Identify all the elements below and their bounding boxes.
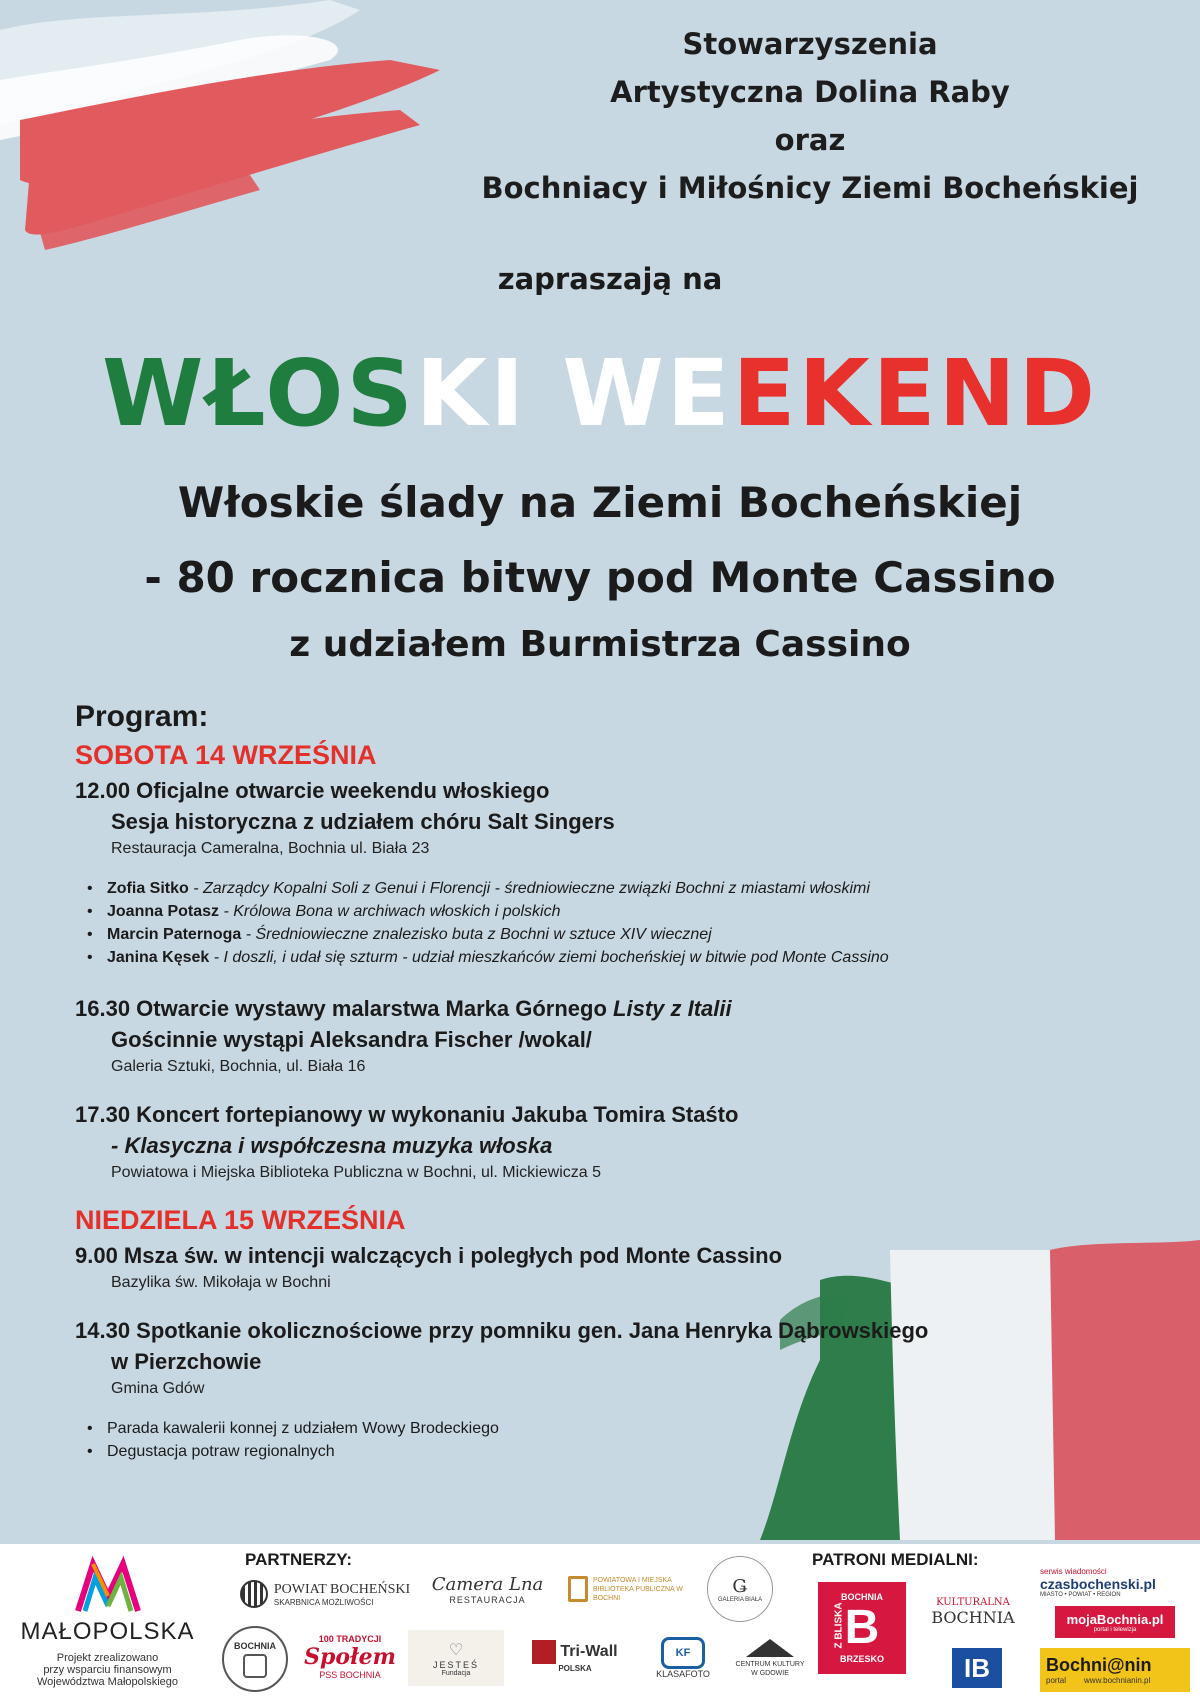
list-item bbox=[83, 946, 1125, 969]
event-subtitle: Gościnnie wystąpi Aleksandra Fischer /wokal/ bbox=[111, 1027, 592, 1052]
zblisko-top: BOCHNIA bbox=[841, 1592, 883, 1602]
czas-name: czasbochenski.pl bbox=[1040, 1575, 1156, 1592]
title-white-2: WE bbox=[562, 340, 733, 447]
main-title bbox=[0, 340, 1200, 447]
ib-name: IB bbox=[964, 1652, 990, 1683]
jestes-sub: Fundacja bbox=[441, 1669, 471, 1677]
organizer-line: Stowarzyszenia bbox=[682, 27, 938, 61]
speaker-topic: - Średniowieczne znalezisko buta z Bochni w sztuce XIV wiecznej bbox=[241, 926, 712, 943]
speaker-topic: - Zarządcy Kopalni Soli z Genui i Florencji - średniowieczne związki Bochni z miastami włoskimi bbox=[188, 880, 870, 897]
zblisko-logo bbox=[818, 1582, 906, 1674]
spolem-sub: PSS BOCHNIA bbox=[319, 1670, 381, 1680]
event-location: Restauracja Cameralna, Bochnia ul. Biała 23 bbox=[111, 840, 430, 857]
powiat-sub: SKARBNICA MOŻLIWOŚCI bbox=[273, 1597, 374, 1607]
zblisko-bottom: BRZESKO bbox=[839, 1654, 884, 1664]
event-location: Galeria Sztuki, Bochnia, ul. Biała 16 bbox=[111, 1058, 366, 1075]
speaker-topic: - I doszli, i udał się szturm - udział mieszkańców ziemi bocheńskiej w bitwie pod Monte Cassino bbox=[209, 949, 889, 966]
mojabochnia-logo bbox=[1055, 1606, 1175, 1638]
house-icon bbox=[746, 1639, 794, 1657]
moja-sub: portal i telewizja bbox=[1093, 1626, 1137, 1633]
event-subtitle: Sesja historyczna z udziałem chóru Salt Singers bbox=[111, 809, 615, 834]
event-location: Bazylika św. Mikołaja w Bochni bbox=[111, 1274, 331, 1291]
bochnianin-name: Bochni@nin bbox=[1046, 1655, 1152, 1675]
speaker-topic: - Królowa Bona w archiwach włoskich i polskich bbox=[219, 903, 561, 920]
moja-name: mojaBochnia.pl bbox=[1066, 1611, 1164, 1627]
flag-brush-top bbox=[0, 0, 460, 270]
triwall-name: Tri-Wall bbox=[560, 1642, 618, 1660]
speaker-name: Janina Kęsek bbox=[107, 949, 210, 966]
camera-icon: KF bbox=[661, 1637, 705, 1669]
spolem-name: Społem bbox=[304, 1644, 396, 1670]
subtitle-line-2: - 80 rocznica bitwy pod Monte Cassino bbox=[144, 553, 1056, 602]
camera-lna-logo bbox=[425, 1564, 550, 1614]
organizer-line: Bochniacy i Miłośnicy Ziemi Bocheńskiej bbox=[481, 171, 1139, 205]
zblisko-letter: B bbox=[844, 1601, 880, 1654]
centrum-name: CENTRUM KULTURY W GDOWIE bbox=[735, 1660, 805, 1677]
powiat-crest-icon bbox=[240, 1580, 268, 1608]
heart-icon: ♡ bbox=[448, 1641, 464, 1659]
powiat-bochenski-logo bbox=[235, 1574, 415, 1614]
galeria-biala-logo bbox=[707, 1556, 773, 1622]
seal-name: BOCHNIA bbox=[234, 1640, 276, 1651]
bochnia-seal-logo bbox=[222, 1626, 288, 1692]
galeria-mark-icon: Ǥ bbox=[732, 1575, 748, 1597]
list-item bbox=[83, 877, 1125, 900]
event-title: 14.30 Spotkanie okolicznościowe przy pomniku gen. Jana Henryka Dąbrowskiego bbox=[75, 1318, 929, 1343]
partners-label: PARTNERZY: bbox=[245, 1550, 353, 1569]
centrum-kultury-logo bbox=[735, 1628, 805, 1688]
spolem-top: 100 TRADYCJI bbox=[318, 1634, 382, 1644]
malopolska-note: przy wsparciu finansowym bbox=[43, 1664, 172, 1676]
program-label: Program: bbox=[75, 700, 209, 733]
speaker-name: Joanna Potasz bbox=[107, 903, 220, 920]
list-item: • Parada kawalerii konnej z udziałem Wowy Brodeckiego bbox=[83, 1417, 1125, 1440]
organizer-line: Artystyczna Dolina Raby bbox=[610, 75, 1010, 109]
camera-sub: RESTAURACJA bbox=[449, 1594, 526, 1605]
list-item: • Degustacja potraw regionalnych bbox=[83, 1440, 1125, 1463]
klasafoto-name: KLASAFOTO bbox=[656, 1669, 710, 1679]
kulturalna-bochnia-logo bbox=[918, 1592, 1028, 1632]
malopolska-icon bbox=[73, 1556, 143, 1616]
event-location: Powiatowa i Miejska Biblioteka Publiczna w Bochni, ul. Mickiewicza 5 bbox=[111, 1164, 601, 1181]
malopolska-note: Projekt zrealizowano bbox=[56, 1652, 159, 1664]
triwall-mark-icon bbox=[532, 1640, 556, 1664]
organizer-line: oraz bbox=[774, 123, 846, 157]
list-item bbox=[83, 900, 1125, 923]
speaker-name: Zofia Sitko bbox=[107, 880, 189, 897]
event-title: 9.00 Msza św. w intencji walczących i poległych pod Monte Cassino bbox=[75, 1243, 783, 1268]
jestes-logo bbox=[408, 1630, 504, 1686]
ib-logo bbox=[952, 1648, 1002, 1688]
event-title bbox=[75, 993, 1125, 1024]
event-subtitle: w Pierzchowie bbox=[111, 1349, 262, 1374]
triwall-sub: POLSKA bbox=[558, 1663, 592, 1673]
event-subtitle: - Klasyczna i współczesna muzyka włoska bbox=[111, 1133, 553, 1158]
klasafoto-logo bbox=[645, 1628, 721, 1688]
bochnianin-sub: portal bbox=[1046, 1676, 1067, 1685]
extras-list bbox=[83, 1417, 1125, 1463]
biblioteka-logo bbox=[568, 1564, 693, 1614]
event-title-text: 16.30 Otwarcie wystawy malarstwa Marka Górnego bbox=[75, 996, 614, 1021]
powiat-name: POWIAT BOCHEŃSKI bbox=[273, 1581, 411, 1597]
kulturalna-top: KULTURALNA bbox=[936, 1597, 1010, 1608]
zblisko-side: Z BLISKA bbox=[833, 1602, 845, 1649]
subtitle-line-3: z udziałem Burmistrza Cassino bbox=[289, 624, 911, 665]
event-location: Gmina Gdów bbox=[111, 1380, 205, 1397]
malopolska-note: Województwa Małopolskiego bbox=[36, 1676, 179, 1688]
title-white: KI bbox=[415, 340, 528, 447]
bochnianin-url: www.bochnianin.pl bbox=[1084, 1676, 1151, 1685]
kulturalna-name: BOCHNIA bbox=[931, 1608, 1015, 1627]
seal-crest-icon bbox=[243, 1654, 267, 1678]
subtitle-line-1: Włoskie ślady na Ziemi Bocheńskiej bbox=[177, 478, 1023, 527]
galeria-name: GALERIA BIAŁA bbox=[717, 1596, 763, 1603]
program bbox=[75, 700, 1125, 1463]
spolem-logo bbox=[300, 1624, 400, 1690]
title-red: EKEND bbox=[732, 340, 1098, 447]
bochnianin-logo bbox=[1040, 1648, 1190, 1692]
jestes-name: JESTEŚ bbox=[432, 1659, 479, 1670]
day-sunday: NIEDZIELA 15 WRZEŚNIA bbox=[75, 1205, 406, 1235]
triwall-logo bbox=[525, 1626, 625, 1686]
event-title-italic: Listy z Italii bbox=[613, 996, 732, 1021]
camera-name: Camera Lna bbox=[431, 1573, 544, 1595]
czasbochenski-logo bbox=[1040, 1562, 1190, 1602]
malopolska-name: MAŁOPOLSKA bbox=[20, 1618, 195, 1645]
event-title: 17.30 Koncert fortepianowy w wykonaniu Jakuba Tomira Staśto bbox=[75, 1102, 739, 1127]
day-saturday: SOBOTA 14 WRZEŚNIA bbox=[75, 740, 377, 770]
media-label: PATRONI MEDIALNI: bbox=[812, 1550, 979, 1569]
czas-sub: MIASTO • POWIAT • REGION bbox=[1040, 1591, 1121, 1598]
speaker-name: Marcin Paternoga bbox=[107, 926, 242, 943]
malopolska-logo bbox=[15, 1552, 200, 1692]
organizers bbox=[430, 20, 1190, 212]
book-icon bbox=[568, 1576, 588, 1602]
biblioteka-name: POWIATOWA I MIEJSKA BIBLIOTEKA PUBLICZNA W BOCHNI bbox=[593, 1576, 683, 1602]
czas-top: serwis wiadomości bbox=[1040, 1566, 1107, 1576]
speaker-list bbox=[83, 877, 1125, 969]
event-title: 12.00 Oficjalne otwarcie weekendu włoskiego bbox=[75, 778, 550, 803]
footer bbox=[0, 1544, 1200, 1696]
list-item bbox=[83, 923, 1125, 946]
invite-text: zapraszają na bbox=[497, 262, 723, 296]
title-green: WŁOS bbox=[102, 340, 416, 447]
